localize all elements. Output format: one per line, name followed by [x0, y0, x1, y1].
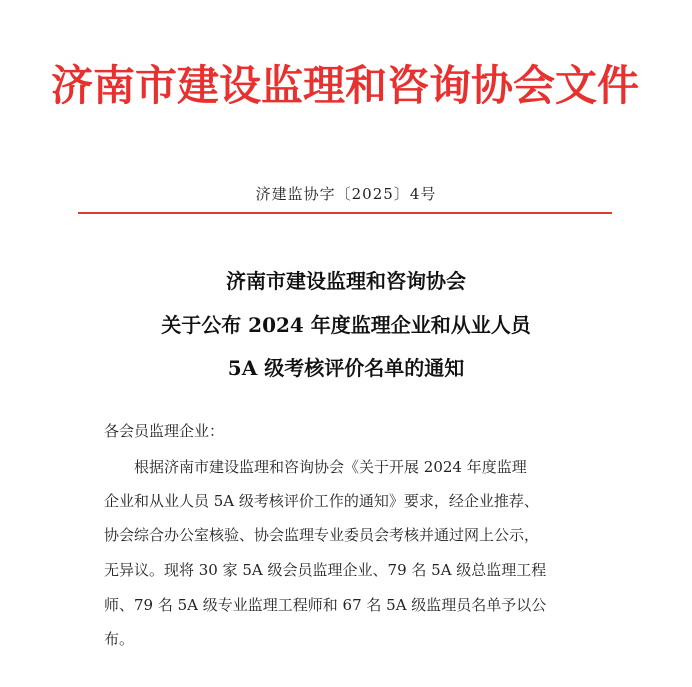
document-number: 济建监协字〔2025〕4号 — [255, 185, 437, 203]
body-line-5: 师、79 名 5A 级专业监理工程师和 67 名 5A 级监理员名单予以公 — [104, 596, 547, 614]
notice-title-line-1: 济南市建设监理和咨询协会 — [226, 269, 466, 293]
body-line-2: 企业和从业人员 5A 级考核评价工作的通知》要求，经企业推荐、 — [104, 492, 539, 510]
notice-title-line-2: 关于公布 2024 年度监理企业和从业人员 — [161, 313, 531, 337]
masthead-title: 济南市建设监理和咨询协会文件 — [50, 61, 639, 110]
notice-title-line-3: 5A 级考核评价名单的通知 — [227, 356, 465, 380]
body-line-4: 无异议。现将 30 家 5A 级会员监理企业、79 名 5A 级总监理工程 — [104, 561, 547, 579]
red-divider-line — [78, 212, 612, 214]
body-line-1: 根据济南市建设监理和咨询协会《关于开展 2024 年度监理 — [134, 458, 527, 476]
body-line-3: 协会综合办公室核验、协会监理专业委员会考核并通过网上公示， — [104, 526, 540, 544]
body-line-6: 布。 — [104, 630, 135, 648]
salutation: 各会员监理企业： — [104, 422, 225, 440]
